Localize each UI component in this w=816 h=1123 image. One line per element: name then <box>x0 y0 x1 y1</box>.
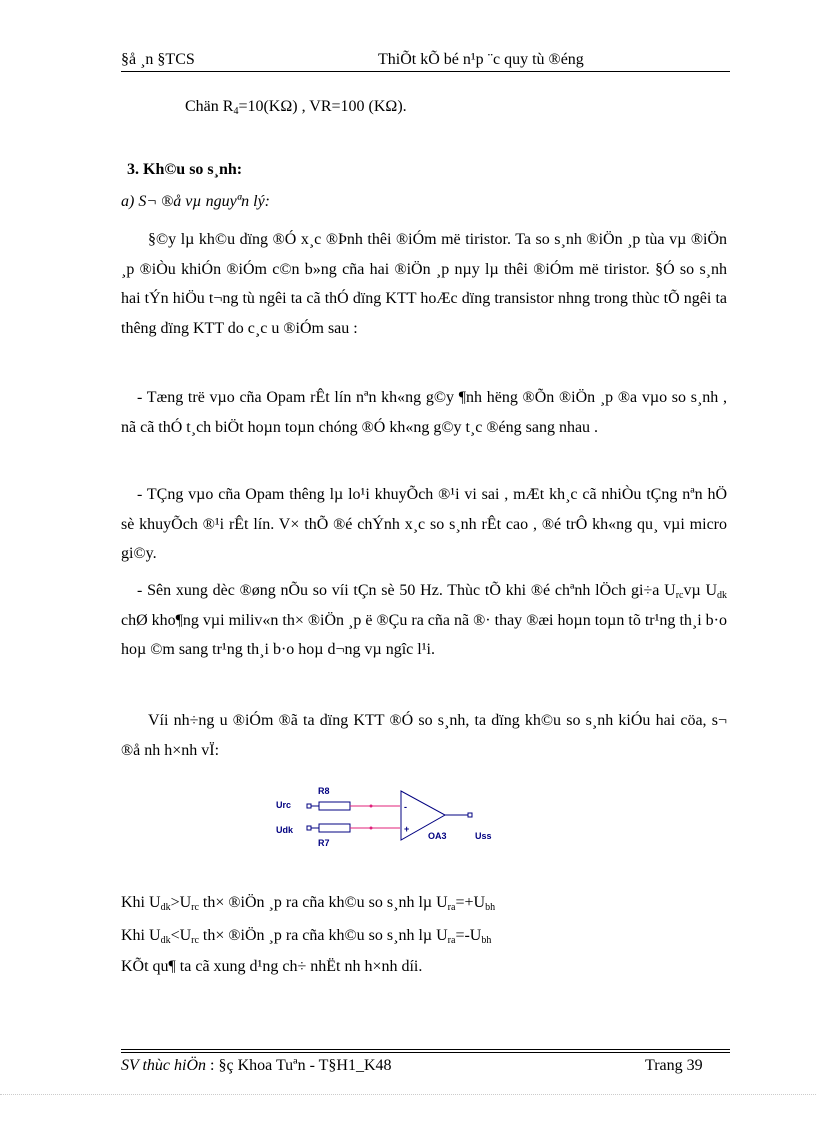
resistor-r7 <box>319 824 350 832</box>
resistor-r8 <box>319 802 350 810</box>
header-rule <box>121 71 730 72</box>
paragraph-advantage-2: - TÇng vµo cña Opam thêng lµ lo¹i khuyÕch ®¹i vi sai , mÆt kh¸c cã nhiÒu tÇng nªn hÖ sè khuyÕch ®¹i rÊt lín. V× thÕ ®é chÝnh x¸c so s¸nh rÊt cao , ®é trÔ kh«ng qu¸ vµi micro gi©y. <box>121 486 727 562</box>
label-r8: R8 <box>318 786 330 796</box>
footer-rule-bottom <box>121 1052 730 1053</box>
subsection-title: a) S¬ ®å vµ nguyªn lý: <box>121 193 270 210</box>
footer-author: SV thùc hiÖn : §ç Khoa Tuªn - T§H1_K48 <box>121 1057 392 1074</box>
paragraph-intro: §©y lµ kh©u dïng ®Ó x¸c ®Þnh thêi ®iÓm më tiristor. Ta so s¸nh ®iÖn ¸p tùa vµ ®iÖn ¸p ®iÒu khiÓn ®iÓm c©n b»ng cña hai ®iÖn ¸p nµy lµ thêi ®iÓm më tiristor. §Ó so s¸nh hai tÝn hiÖu t¬ng tù ngêi ta cã thÓ dïng KTT hoÆc dïng transistor nhng trong thùc tÕ ngêi ta thêng dïng KTT do c¸c u ®iÓm sau : <box>121 231 727 337</box>
section-title: 3. Kh©u so s¸nh: <box>127 161 243 178</box>
footer-page-number: Trang 39 <box>645 1057 703 1074</box>
label-oa3: OA3 <box>428 831 447 841</box>
page-bottom-border <box>0 1094 816 1095</box>
footer-rule-top <box>121 1049 730 1050</box>
terminal-urc <box>307 804 311 808</box>
paragraph-conclusion: Víi nh÷ng u ®iÓm ®ã ta dïng KTT ®Ó so s¸nh, ta dïng kh©u so s¸nh kiÓu hai cöa, s¬ ®å nh h×nh vÏ: <box>121 712 727 759</box>
paragraph-advantage-1: - Tæng trë vµo cña Opam rÊt lín nªn kh«ng g©y ¶nh hëng ®Õn ®iÖn ¸p ®a vµo so s¸nh , nã cã thÓ t¸ch biÖt hoµn toµn chóng ®Ó kh«ng g©y t¸c ®éng sang nhau . <box>121 389 727 436</box>
label-r7: R7 <box>318 838 330 848</box>
result-line-negative: Khi $U_{dk}<U_{rc}$ th× ®iÖn ¸p ra cña kh©u so s¸nh lµ $U_{ra}=-U_{bh}$ <box>121 927 492 946</box>
terminal-udk <box>307 826 311 830</box>
paragraph-advantage-3: - Sên xung dèc ®øng nÕu so víi tÇn sè 50 Hz. Thùc tÕ khi ®é chªnh lÖch gi÷a $U_{rc}v\mu$ $U_{dk}$ chØ kho¶ng vµi miliv«n th× ®iÖn ¸p ë ®Çu ra cña nã ®· thay ®æi hoµn toµn tõ tr¹ng th¸i b·o hoµ ©m sang tr¹ng th¸i b·o hoµ d¬ng vµ ngîc l¹i. <box>121 582 728 658</box>
result-conclusion: KÕt qu¶ ta cã xung d¹ng ch÷ nhËt nh h×nh díi. <box>121 958 423 975</box>
terminal-output <box>468 813 472 817</box>
result-line-positive: Khi $U_{dk}>U_{rc}$ th× ®iÖn ¸p ra cña kh©u so s¸nh lµ $U_{ra}=+U_{bh}$ <box>121 894 496 913</box>
label-uss: Uss <box>475 831 492 841</box>
comparator-circuit-diagram <box>270 785 505 850</box>
label-urc: Urc <box>276 800 292 810</box>
plus-sign: + <box>404 824 410 834</box>
choose-values-line: Chän $R_4=10(K\Omega)$ , VR=100 (KΩ). <box>185 98 407 117</box>
minus-sign: - <box>404 802 407 812</box>
header-left: §å ¸n §TCS <box>121 51 195 68</box>
label-udk: Udk <box>276 825 294 835</box>
header-right: ThiÕt kÕ bé n¹p ¨c quy tù ®éng <box>378 51 584 68</box>
